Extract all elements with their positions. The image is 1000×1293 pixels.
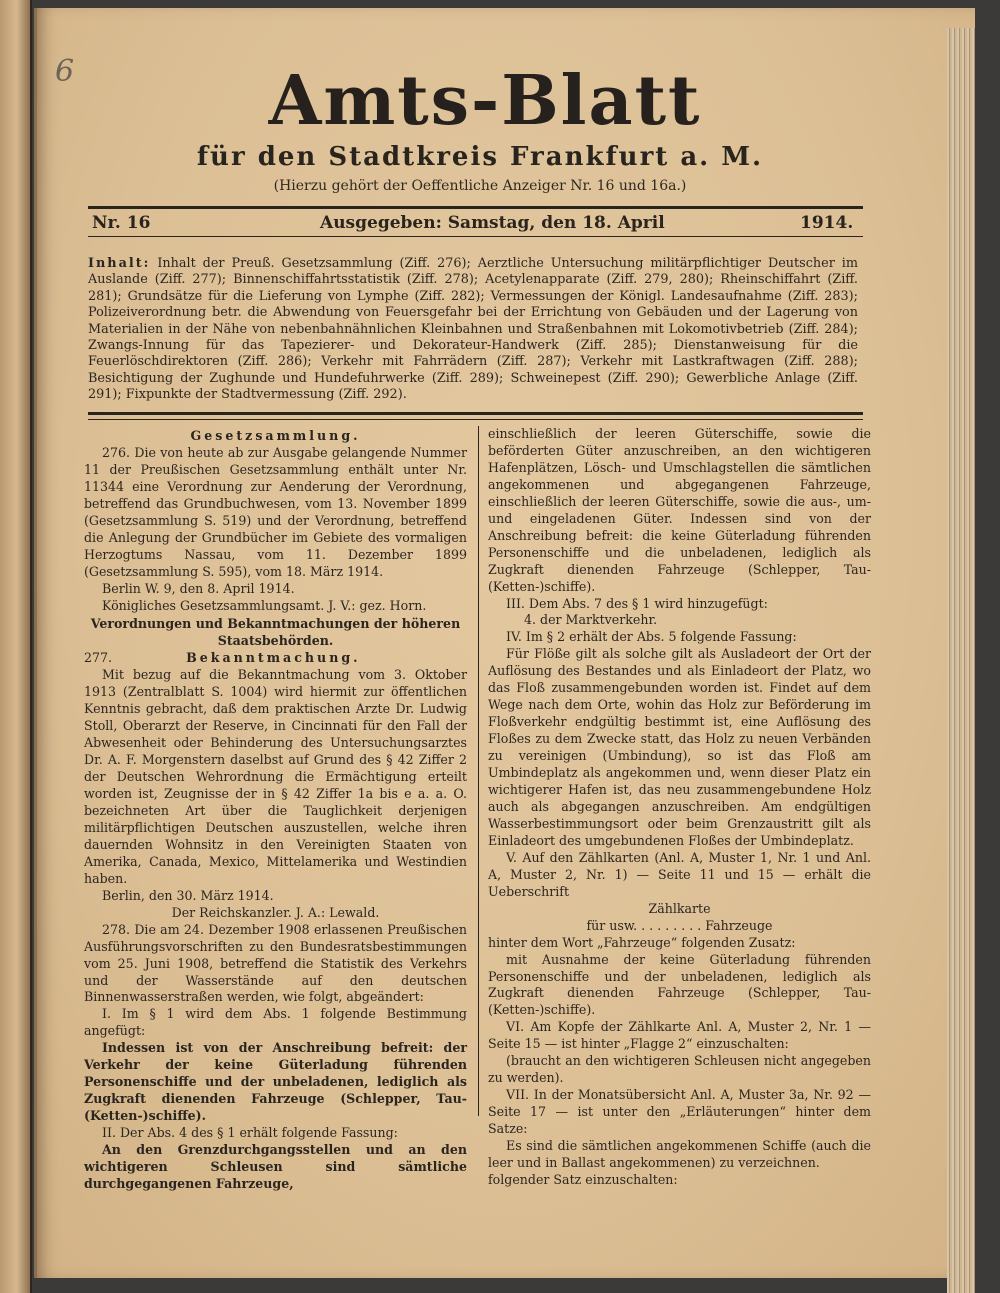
column-divider xyxy=(478,426,479,1116)
para-278-ii-text: An den Grenzdurchgangsstellen und an den wichtigeren Schleusen sind sämtliche durchgegangenen Fahrzeuge, xyxy=(84,1142,467,1191)
para-v-title: Zählkarte xyxy=(648,900,711,916)
heading-gesetzsammlung: Gesetzsammlung. xyxy=(190,428,361,443)
heading-verordnungen: Verordnungen und Bekanntmachungen der höheren Staatsbehörden. xyxy=(90,616,461,649)
table-of-contents xyxy=(88,256,858,404)
para-iv-text: Für Flöße gilt als solche gilt als Ausladeort der Ort der Auflösung des Bestandes und als Einladeort der Platz, wo das Floß zusammengebunden worden ist. Findet auf dem Wege nach dem Orte, wohin das Holz zur Beförderung im Floßverkehr endgültig bestimmt ist, eine Auflösung des Floßes zu dem Zwecke statt, das Holz zu neuen Verbänden zu vereinigen (Umbindung), so ist das Floß am Umbindeplatz als angekommen und, wenn dieser Platz ein wichtigerer Hafen ist, das neu zusammengebundene Holz auch als abgegangen anzuschreiben. Am endgültigen Wasserbestimmungsort oder beim Grenzaustritt gilt als Einladeort des umgebundenen Floßes der Umbindeplatz. xyxy=(488,646,871,848)
para-276-signature: Königliches Gesetzsammlungsamt. J. V.: gez. Horn. xyxy=(102,597,427,613)
rule-contents-thick xyxy=(88,412,863,415)
para-continued: einschließlich der leeren Güterschiffe, sowie die beförderten Güter anzuschreiben, an den wichtigeren Hafenplätzen, Lösch- und Umschlagstellen die sämtlichen angekommenen und abgegangenen Fahrzeuge, einschließlich der leeren Güterschiffe, sowie die aus-, um- und eingeladenen Güter. Indessen sind von der Anschreibung befreit: die keine Güterladung führenden Personenschiffe und die unbeladenen, lediglich als Zugkraft dienenden Fahrzeuge (Schlepper, Tau-(Ketten-)schiffe). xyxy=(488,426,871,594)
para-vii: VII. In der Monatsübersicht Anl. A, Muster 3a, Nr. 92 — Seite 17 — ist unter den „Erläuterungen“ hinter dem Satze: xyxy=(488,1087,871,1137)
para-276: 276. Die von heute ab zur Ausgabe gelangende Nummer 11 der Preußischen Gesetzsammlung enthält unter Nr. 11344 eine Verordnung zur Aenderung der Verordnung, betreffend das Grundbuchwesen, vom 13. November 1899 (Gesetzsammlung S. 519) und der Verordnung, betreffend die Anlegung der Grundbücher im Gebiete des vormaligen Herzogtums Nassau, vom 11. Dezember 1899 (Gesetzsammlung S. 595), vom 18. März 1914. xyxy=(84,444,467,579)
para-278-i: I. Im § 1 wird dem Abs. 1 folgende Bestimmung angefügt: xyxy=(84,1006,467,1039)
para-v-after: hinter dem Wort „Fahrzeuge“ folgenden Zusatz: xyxy=(488,934,796,950)
para-v: V. Auf den Zählkarten (Anl. A, Muster 1, Nr. 1 und Anl. A, Muster 2, Nr. 1) — Seite 11 und 15 — erhält die Ueberschrift xyxy=(488,849,871,899)
masthead-title: Amts-Blatt xyxy=(268,61,702,141)
para-277-signature: Der Reichskanzler. J. A.: Lewald. xyxy=(171,904,380,920)
facing-page-edge xyxy=(0,0,32,1293)
para-277: Mit bezug auf die Bekanntmachung vom 3. Oktober 1913 (Zentralblatt S. 1004) wird hiermit zur öffentlichen Kenntnis gebracht, daß dem praktischen Arzte Dr. Ludwig Stoll, Oberarzt der Reserve, in Cincinnati für den Fall der Abwesenheit oder Behinderung des Untersuchungsarztes Dr. A. F. Morgenstern daselbst auf Grund des § 42 Ziffer 2 der Deutschen Wehrordnung die Ermächtigung erteilt worden ist, Zeugnisse der in § 42 Ziffer 1a bis e a. a. O. bezeichneten Art über die Tauglichkeit derjenigen militärpflichtigen Deutschen auszustellen, welche ihren dauernden Wohnsitz in den Vereinigten Staaten von Amerika, Canada, Mexico, Mittelamerika und Westindien haben. xyxy=(84,667,467,886)
rule-contents-thin xyxy=(88,419,863,420)
page-stack-edge xyxy=(947,28,975,1293)
issue-year: 1914. xyxy=(800,213,854,233)
para-278: 278. Die am 24. Dezember 1908 erlassenen Preußischen Ausführungsvorschriften zu den Bundesratsbestimmungen vom 25. Juni 1908, betreffend die Statistik des Verkehrs und der Wasserstände auf den deutschen Binnenwasserstraßen werden, wie folgt, abgeändert: xyxy=(84,921,467,1005)
left-column xyxy=(84,426,467,1193)
contents-text: Inhalt der Preuß. Gesetzsammlung (Ziff. 276); Aerztliche Untersuchung militärpflichtiger Deutscher im Auslande (Ziff. 277); Binnenschiffahrtsstatistik (Ziff. 278); Acetylenapparate (Ziff. 279, 280); Rheinschiffahrt (Ziff. 281); Grundsätze für die Lieferung von Lymphe (Ziff. 282); Vermessungen der Königl. Landesaufnahme (Ziff. 283); Polizeiverordnung betr. die Abwendung von Feuersgefahr bei der Errichtung von Gebäuden und der Lagerung von Materialien in der Nähe von nebenbahnähnlichen Kleinbahnen und Straßenbahnen mit Lokomotivbetrieb (Ziff. 284); Zwangs-Innung für das Tapezierer- und Dekorateur-Handwerk (Ziff. 285); Dienstanweisung für die Feuerlöschdirektoren (Ziff. 286); Verkehr mit Fahrrädern (Ziff. 287); Verkehr mit Lastkraftwagen (Ziff. 288); Besichtigung der Zughunde und Hundefuhrwerke (Ziff. 289); Schweinepest (Ziff. 290); Gewerbliche Anlage (Ziff. 291); Fixpunkte der Stadtvermessung (Ziff. 292). xyxy=(88,256,858,403)
para-277-header xyxy=(84,650,467,667)
para-vi-text: (braucht an den wichtigeren Schleusen nicht angegeben zu werden). xyxy=(488,1053,871,1086)
para-277-place: Berlin, den 30. März 1914. xyxy=(102,887,274,903)
para-vii-end: folgender Satz einzuschalten: xyxy=(488,1171,678,1187)
right-column xyxy=(488,426,871,1189)
para-iii-item: 4. der Marktverkehr. xyxy=(524,612,658,628)
contents-label: Inhalt: xyxy=(88,256,151,271)
para-iii: III. Dem Abs. 7 des § 1 wird hinzugefügt: xyxy=(506,595,768,611)
para-iv: IV. Im § 2 erhält der Abs. 5 folgende Fassung: xyxy=(506,629,797,645)
page-mark: 6 xyxy=(55,54,75,89)
para-v-text: mit Ausnahme der keine Güterladung führenden Personenschiffe und der unbeladenen, lediglich als Zugkraft dienenden Fahrzeuge (Schlepper, Tau-(Ketten-)schiffe). xyxy=(488,951,871,1018)
rule-top-thin xyxy=(88,236,863,237)
para-277-number: 277. xyxy=(84,650,113,666)
para-276-place: Berlin W. 9, den 8. April 1914. xyxy=(102,580,295,596)
para-v-line: für usw. . . . . . . . . Fahrzeuge xyxy=(586,917,773,933)
masthead-subtitle: für den Stadtkreis Frankfurt a. M. xyxy=(196,142,764,172)
issue-date: Ausgegeben: Samstag, den 18. April xyxy=(320,213,665,233)
para-277-title: Bekanntmachung. xyxy=(186,650,361,666)
supplement-note: (Hierzu gehört der Oeffentliche Anzeiger Nr. 16 und 16a.) xyxy=(273,178,687,194)
para-vii-text: Es sind die sämtlichen angekommenen Schiffe (auch die leer und in Ballast angekommenen) zu verzeichnen. xyxy=(488,1138,871,1170)
issue-number: Nr. 16 xyxy=(92,213,151,233)
para-vi: VI. Am Kopfe der Zählkarte Anl. A, Muster 2, Nr. 1 — Seite 15 — ist hinter „Flagge 2“ einzuschalten: xyxy=(488,1019,871,1052)
para-278-ii: II. Der Abs. 4 des § 1 erhält folgende Fassung: xyxy=(102,1125,398,1141)
para-278-i-text: Indessen ist von der Anschreibung befreit: der Verkehr der keine Güterladung führenden Personenschiffe und der unbeladenen, lediglich als Zugkraft dienenden Fahrzeuge (Schlepper, Tau-(Ketten-)schiffe). xyxy=(84,1040,467,1124)
rule-top-thick xyxy=(88,206,863,209)
